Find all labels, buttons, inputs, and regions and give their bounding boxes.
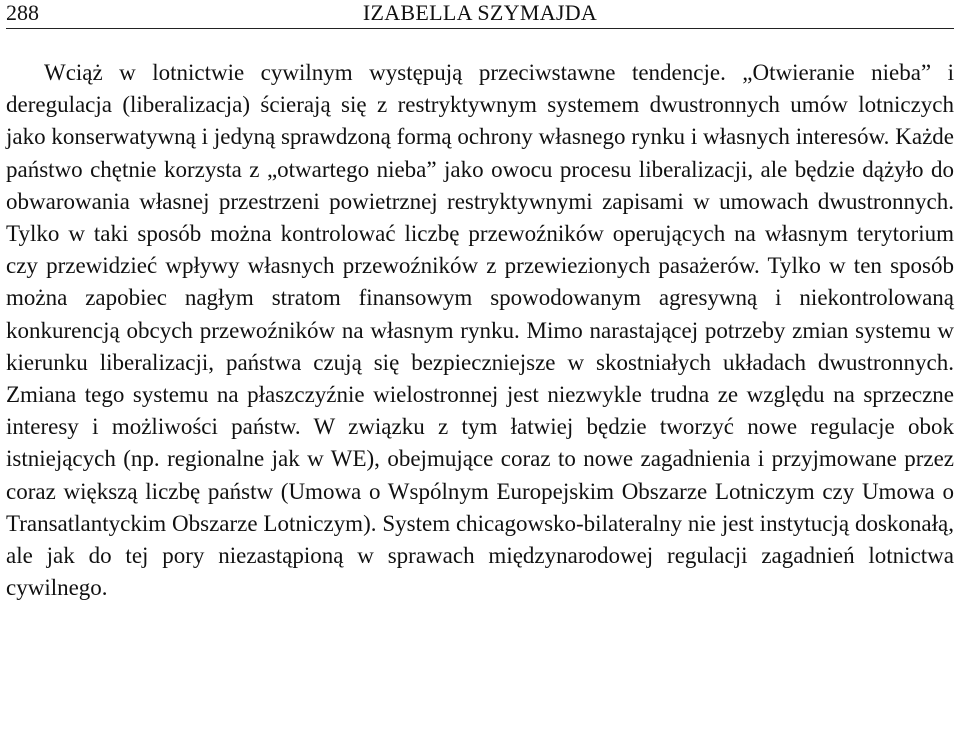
body-text (6, 57, 954, 604)
running-head-author: IZABELLA SZYMAJDA (362, 0, 598, 25)
body-paragraph: Wciąż w lotnictwie cywilnym występują przeciwstawne tendencje. „Otwieranie nieba” i deregulacja (liberalizacja) ścierają się z restryktywnym systemem dwustronnych umów lotniczych jako konserwatywną i jedyną sprawdzoną formą ochrony własnego rynku i własnych interesów. Każde państwo chętnie korzysta z „otwartego nieba” jako owocu procesu liberalizacji, ale będzie dążyło do obwarowania własnej przestrzeni powietrznej restryktywnymi zapisami w umowach dwustronnych. Tylko w taki sposób można kontrolować liczbę przewoźników operujących na własnym terytorium czy przewidzieć wpływy własnych przewoźników z przewiezionych pasażerów. Tylko w ten sposób można zapobiec nagłym stratom finansowym spowodowanym agresywną i niekontrolowaną konkurencją obcych przewoźników na własnym rynku. Mimo narastającej potrzeby zmian systemu w kierunku liberalizacji, państwa czują się bezpieczniejsze w skostniałych układach dwustronnych. Zmiana tego systemu na płaszczyźnie wielostronnej jest niezwykle trudna ze względu na sprzeczne interesy i możliwości państw. W związku z tym łatwiej będzie tworzyć nowe regulacje obok istniejących (np. regionalne jak w WE), obejmujące coraz to nowe zagadnienia i przyjmowane przez coraz większą liczbę państw (Umowa o Wspólnym Europejskim Obszarze Lotniczym czy Umowa o Transatlantyckim Obszarze Lotniczym). System chicagowsko-bilateralny nie jest instytucją doskonałą, ale jak do tej pory niezastąpioną w sprawach międzynarodowej regulacji zagadnień lotnictwa cywilnego. (6, 60, 954, 601)
page-number: 288 (6, 0, 39, 25)
running-header (6, 0, 954, 29)
